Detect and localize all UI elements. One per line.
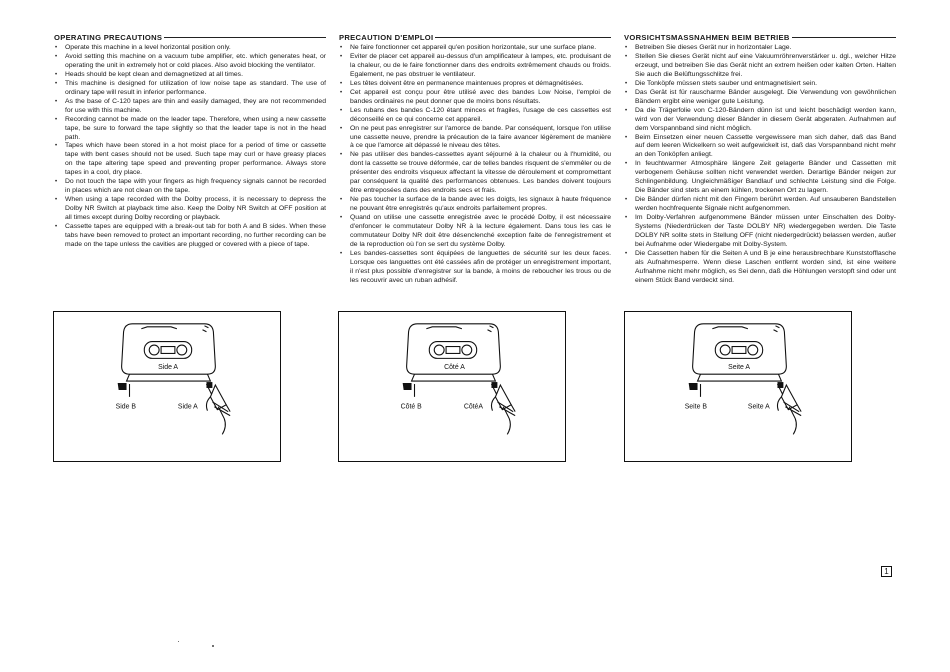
title-rule xyxy=(164,37,326,38)
cassette-illustration xyxy=(54,312,280,461)
english-item: • Tapes which have been stored in a hot moist place for a period of time or cassette tape with bent cases should not be used. Such tape may curl or have greasy places on the tape altering tape speed and preventing proper performance. Always store tapes in a cool, dry place. xyxy=(54,142,326,178)
german-item: • Die Bänder dürfen nicht mit den Fingern berührt werden. Auf unsauberen Bandstellen werden hochfrequente Signale nicht aufgenommen. xyxy=(624,196,896,214)
french-item: • Quand on utilise une cassette enregistrée avec le procédé Dolby, il est nécessaire d'enfoncer le commutateur Dolby NR à la lecture également. Dans tous les cas le commutateur Dolby NR doit être désenclenché exception faite de l'enregistrement et de la reproduction où l'on se sert du système Dolby. xyxy=(339,214,611,250)
german-item: • In feuchtwarmer Atmosphäre längere Zeit gelagerte Bänder und Cassetten mit verbogenem Gehäuse sollten nicht verwendet werden. Derartige Bänder neigen zur Schlingenbildung. Ungleichmäßiger Bandlauf und schlechte Leistung sind die Folge. Die Bänder sind stets an einem kühlen, trockenen Ort zu lagern. xyxy=(624,160,896,196)
english-precautions-column xyxy=(54,33,326,250)
cassette-side-label: Côté A xyxy=(444,364,465,372)
english-item: • This machine is designed for utilization of low noise tape as standard. The use of ordinary tape will result in inferior performance. xyxy=(54,80,326,98)
german-item: • Die Tonköpfe müssen stets sauber und entmagnetisiert sein. xyxy=(624,80,896,89)
english-item: • Avoid setting this machine on a vacuum tube amplifier, etc. which generates heat, or operating the unit in extremely hot or cold places. Also avoid blocking the ventilator. xyxy=(54,53,326,71)
left-side-caption: Seite B xyxy=(684,403,707,411)
german-item: • Im Dolby-Verfahren aufgenommene Bänder müssen unter Einschalten des Dolby-Systems (Niederdrücken der Taste DOLBY NR) wiedergegeben werden. Die Taste DOLBY NR sollte stets in Stellung OFF (nicht niedergedrückt) belassen werden, außer bei Aufnahme oder Wiedergabe mit Dolby-System. xyxy=(624,214,896,250)
left-side-caption: Side B xyxy=(115,403,137,411)
english-item: • Heads should be kept clean and demagnetized at all times. xyxy=(54,71,326,80)
german-precautions-column xyxy=(624,33,896,286)
german-item: • Die Cassetten haben für die Seiten A und B je eine herausbrechbare Kunststofflasche als Aufnahmesperre. Wenn diese Laschen entfernt worden sind, ist eine weitere Aufnahme nicht mehr möglich, es Sei denn, daß die Höhlungen verstopft sind oder unt einem Stück Band verdeckt sind. xyxy=(624,250,896,286)
german-item: • Da die Trägerfolie von C-120-Bändern dünn ist und leicht beschädigt werden kann, wird von der Verwendung dieser Bänder in diesem Gerät abgeraten. Aufnahmen auf dem Vorspannband sind nicht möglich. xyxy=(624,107,896,134)
cassette-side-label: Side A xyxy=(158,364,179,372)
french-item: • Les rubans des bandes C-120 étant minces et fragiles, l'usage de ces cassettes est déconseillé en ce qui concerne cet appareil. xyxy=(339,107,611,125)
cassette-tab-illustration-german xyxy=(624,311,852,462)
english-item: • As the base of C-120 tapes are thin and easily damaged, they are not recommended for use with this machine. xyxy=(54,98,326,116)
german-precautions-list xyxy=(624,44,896,286)
german-item: • Das Gerät ist für rauscharme Bänder ausgelegt. Die Verwendung von gewöhnlichen Bändern ergibt eine weniger gute Leistung. xyxy=(624,89,896,107)
left-side-caption: Côté B xyxy=(400,403,422,411)
english-item: • Do not touch the tape with your fingers as high frequency signals cannot be recorded in places which are not clean on the tape. xyxy=(54,178,326,196)
title-rule xyxy=(435,37,611,38)
english-item: • Operate this machine in a level horizontal position only. xyxy=(54,44,326,53)
german-title-text: VORSICHTSMASSNAHMEN BEIM BETRIEB xyxy=(624,33,790,42)
french-precautions-column xyxy=(339,33,611,286)
english-item: • Cassette tapes are equipped with a break-out tab for both A and B sides. When these tabs have been removed to protect an important recording, no further recording can be made on the tape unless the cavities are plugged or covered with a piece of tape. xyxy=(54,223,326,250)
french-item: • Ne pas utiliser des bandes-cassettes ayant séjourné à la chaleur ou à l'humidité, ou dont la cassette se trouve déformée, car de telles bandes risquent de s'emmêler ou de présenter des endroits visqueux affectant la vitesse de déroulement et compromettant par conséquent la qualité des performances obtenues. Les bandes doivent toujours être entreposées dans des endroits secs et frais. xyxy=(339,151,611,196)
cassette-illustration xyxy=(339,312,565,461)
english-title xyxy=(54,33,326,42)
french-title xyxy=(339,33,611,42)
scan-speck xyxy=(178,641,179,642)
scan-speck xyxy=(212,645,214,647)
english-item: • When using a tape recorded with the Dolby process, it is necessary to depress the Dolby NR Switch at playback time also. Keep the Dolby NR Switch at OFF position at all times except during Dolby recording or playback. xyxy=(54,196,326,223)
french-title-text: PRECAUTION D'EMPLOI xyxy=(339,33,434,42)
german-title xyxy=(624,33,896,42)
german-item: • Betreiben Sie dieses Gerät nur in horizontaler Lage. xyxy=(624,44,896,53)
right-side-caption: Seite A xyxy=(747,403,770,411)
english-precautions-list xyxy=(54,44,326,250)
cassette-illustration xyxy=(625,312,851,461)
french-item: • Cet appareil est conçu pour être utilisé avec des bandes Low Noise, l'emploi de bandes ordinaires ne peut donner que de moins bons résultats. xyxy=(339,89,611,107)
page-number: 1 xyxy=(881,566,892,577)
german-item: • Stellen Sie dieses Gerät nicht auf eine Vakuumröhrenverstärker u. dgl., welcher Hitze erzeugt, und betreiben Sie das Gerät nicht an extrem heißen oder kalten Orten. Halten Sie auch die Belüftungsschlitze frei. xyxy=(624,53,896,80)
french-item: • Ne pas toucher la surface de la bande avec les doigts, les signaux à haute fréquence ne pouvant être enregistrés qu'aux endroits parfaitement propres. xyxy=(339,196,611,214)
french-item: • Ne faire fonctionner cet appareil qu'en position horizontale, sur une surface plane. xyxy=(339,44,611,53)
french-precautions-list xyxy=(339,44,611,286)
french-item: • Les têtes doivent être en permanence maintenues propres et démagnétisées. xyxy=(339,80,611,89)
german-item: • Beim Einsetzen einer neuen Cassette vergewissere man sich daher, daß das Band auf dem leeren Wickelkern so weit aufgewickelt ist, daß das Vorspannband nicht mehr an den Tonköpfen anliegt. xyxy=(624,134,896,161)
cassette-side-label: Seite A xyxy=(728,364,750,372)
english-title-text: OPERATING PRECAUTIONS xyxy=(54,33,163,42)
right-side-caption: CôtéA xyxy=(463,403,483,411)
french-item: • On ne peut pas enregistrer sur l'amorce de bande. Par conséquent, lorsque l'on utilise une cassette neuve, prendre la précaution de la faire avancer légèrement de manière à ce que l'amorce ait dépassé le niveau des têtes. xyxy=(339,125,611,152)
cassette-tab-illustration-english xyxy=(53,311,281,462)
english-item: • Recording cannot be made on the leader tape. Therefore, when using a new cassette tape, be sure to forward the tape slightly so that the leader tape is not in the head path. xyxy=(54,116,326,143)
cassette-tab-illustration-french xyxy=(338,311,566,462)
title-rule xyxy=(792,37,896,38)
french-item: • Eviter de placer cet appareil au-dessus d'un amplificateur à lampes, etc. produisant de la chaleur, ou de le faire fonctionner dans des endroits extrêmement chauds ou froids. Egalement, ne pas obstruer le ventilateur. xyxy=(339,53,611,80)
right-side-caption: Side A xyxy=(177,403,198,411)
french-item: • Les bandes-cassettes sont équipées de languettes de sécurité sur les deux faces. Lorsque ces languettes ont été cassées afin de protéger un enregistrement important, il n'est plus possible d'enregistrer sur la bande, à moins de reboucher les trous ou de les recouvrir avec un ruban adhésif. xyxy=(339,250,611,286)
